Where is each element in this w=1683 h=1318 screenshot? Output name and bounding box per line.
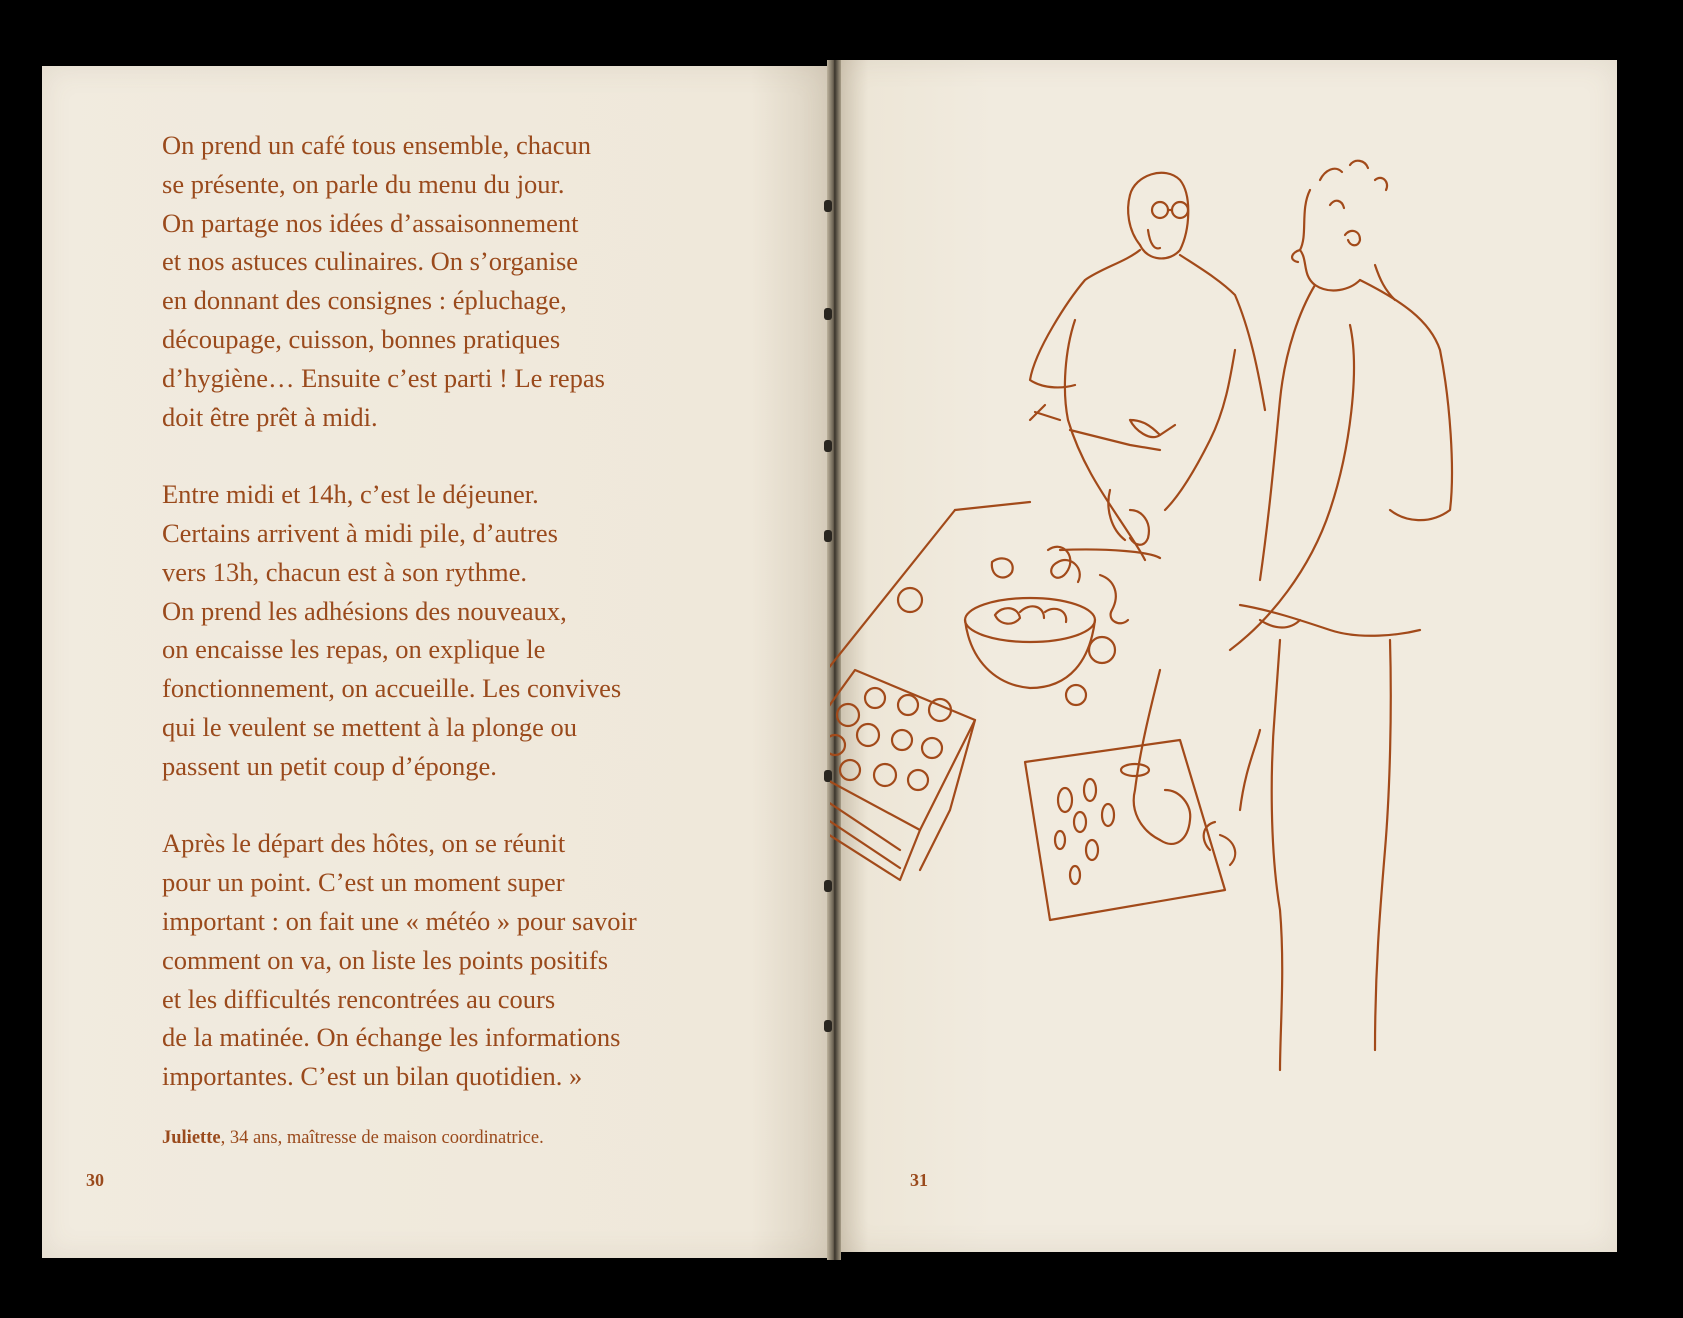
apple — [1066, 685, 1086, 705]
page-number-right: 31 — [910, 1170, 928, 1190]
page-number-left: 30 — [86, 1170, 104, 1190]
paragraph: Après le départ des hôtes, on se réunit pour un point. C’est un moment super important : on fait une « météo » pour savoir comment on va, on liste les points positifs et les difficultés rencontrées au cours de la matinée. On échange les informations importantes. C’est un bilan quotidien. » — [162, 828, 637, 1092]
apple — [1089, 637, 1115, 663]
attribution-name: Juliette — [162, 1128, 221, 1148]
cook-figure-left — [1030, 173, 1265, 560]
body-text — [162, 126, 742, 1135]
paragraph: On prend un café tous ensemble, chacun se présente, on parle du menu du jour. On partage nos idées d’assaisonnement et nos astuces culinaires. On s’organise en donnant des consignes : épluchage, découpage, cuisson, bonnes pratiques d’hygiène… Ensuite c’est parti ! Le repas doit être prêt à midi. — [162, 130, 605, 432]
bowl — [965, 547, 1128, 688]
table — [830, 502, 1160, 710]
peeler-tool — [1030, 405, 1060, 420]
attribution — [162, 1128, 544, 1149]
cutting-board — [1025, 740, 1225, 920]
cook-figure-right — [1134, 161, 1452, 1070]
paragraph: Entre midi et 14h, c’est le déjeuner. Certains arrivent à midi pile, d’autres vers 13h, chacun est à son rythme. On prend les adhésions des nouveaux, on encaisse les repas, on explique le fonctionnement, on accueille. Les convives qui le veulent se mettent à la plonge ou passent un petit coup d’éponge. — [162, 479, 622, 781]
apple-crate — [830, 670, 975, 880]
attribution-detail: , 34 ans, maîtresse de maison coordinatrice. — [220, 1128, 544, 1148]
apple — [898, 588, 922, 612]
kitchen-illustration — [830, 150, 1590, 1110]
